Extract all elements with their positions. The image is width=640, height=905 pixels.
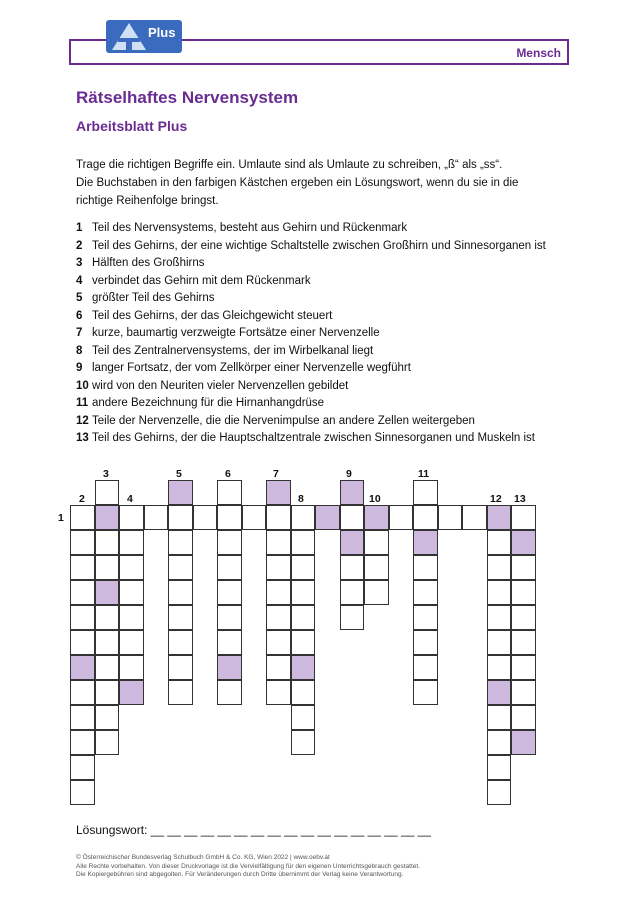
clue-number: 5 [76, 292, 83, 304]
solution-label: Lösungswort: [76, 823, 148, 837]
crossword-cell[interactable] [413, 580, 438, 605]
crossword-cell[interactable] [315, 505, 340, 530]
crossword-cell[interactable] [217, 530, 242, 555]
crossword-cell[interactable] [487, 755, 512, 780]
crossword-cell[interactable] [168, 655, 193, 680]
clue-number: 7 [76, 327, 83, 339]
crossword-cell[interactable] [487, 730, 512, 755]
clue-text: Teil des Zentralnervensystems, der im Wirbelkanal liegt [92, 344, 374, 357]
crossword-cell[interactable] [242, 505, 267, 530]
crossword-cell[interactable] [95, 530, 120, 555]
crossword-cell[interactable] [168, 580, 193, 605]
crossword-cell[interactable] [364, 530, 389, 555]
crossword-cell[interactable] [511, 505, 536, 530]
crossword-cell[interactable] [95, 680, 120, 705]
grid-number-2: 2 [79, 493, 85, 505]
crossword-cell[interactable] [266, 630, 291, 655]
clue-number: 13 [76, 432, 89, 444]
clue-text: Teil des Nervensystems, besteht aus Gehirn und Rückenmark [92, 222, 408, 234]
crossword-cell[interactable] [70, 730, 95, 755]
crossword-cell[interactable] [266, 580, 291, 605]
crossword-cell[interactable] [413, 655, 438, 680]
crossword-cell[interactable] [291, 705, 316, 730]
footer [76, 854, 420, 880]
crossword-cell[interactable] [413, 530, 438, 555]
crossword-cell[interactable] [266, 655, 291, 680]
crossword-cell[interactable] [364, 505, 389, 530]
crossword-cell[interactable] [291, 505, 316, 530]
crossword-cell[interactable] [364, 555, 389, 580]
crossword-cell[interactable] [95, 655, 120, 680]
instruction-line: Die Buchstaben in den farbigen Kästchen ergeben ein Lösungswort, wenn du sie in die [76, 177, 519, 189]
clue-number: 12 [76, 414, 89, 427]
crossword-cell[interactable] [511, 655, 536, 680]
crossword-cell[interactable] [413, 605, 438, 630]
grid-number-7: 7 [273, 468, 279, 480]
crossword-cell[interactable] [217, 605, 242, 630]
crossword-cell[interactable] [70, 630, 95, 655]
crossword-cell[interactable] [217, 680, 242, 705]
clue-text: verbindet das Gehirn mit dem Rückenmark [92, 274, 311, 287]
crossword-cell[interactable] [168, 605, 193, 630]
crossword-cell[interactable] [340, 530, 365, 555]
crossword-cell[interactable] [487, 580, 512, 605]
crossword-cell[interactable] [291, 630, 316, 655]
crossword-cell[interactable] [217, 480, 242, 505]
crossword-cell[interactable] [340, 580, 365, 605]
crossword-cell[interactable] [70, 655, 95, 680]
crossword-cell[interactable] [168, 555, 193, 580]
clue-number: 11 [76, 397, 89, 409]
crossword-cell[interactable] [119, 680, 144, 705]
crossword-cell[interactable] [95, 480, 120, 505]
crossword-cell[interactable] [511, 530, 536, 555]
solution-line [76, 823, 431, 837]
crossword-cell[interactable] [217, 505, 242, 530]
crossword-cell[interactable] [511, 555, 536, 580]
crossword-cell[interactable] [487, 705, 512, 730]
crossword-cell[interactable] [70, 530, 95, 555]
page-title: Rätselhaftes Nervensystem [76, 88, 299, 107]
crossword-cell[interactable] [119, 555, 144, 580]
crossword-cell[interactable] [95, 605, 120, 630]
crossword-cell[interactable] [487, 630, 512, 655]
grid-number-11: 11 [418, 468, 430, 480]
crossword-cell[interactable] [217, 580, 242, 605]
grid-number-6: 6 [225, 468, 231, 480]
solution-blanks[interactable]: __ __ __ __ __ __ __ __ __ __ __ __ __ __ __ __ __ [150, 823, 431, 837]
crossword-cell[interactable] [291, 680, 316, 705]
clue-text: Teile der Nervenzelle, die die Nervenimpulse an andere Zellen weitergeben [92, 414, 475, 427]
footer-line: Alle Rechte vorbehalten. Von dieser Druckvorlage ist die Vervielfältigung für den eigenen Unterrichtsgebrauch gestattet. [76, 862, 420, 870]
crossword-cell[interactable] [291, 655, 316, 680]
grid-number-1: 1 [58, 512, 64, 524]
crossword-cell[interactable] [389, 505, 414, 530]
footer-line: © Österreichischer Bundesverlag Schulbuch GmbH & Co. KG, Wien 2022 | www.oebv.at [76, 854, 330, 861]
clue-text: größter Teil des Gehirns [92, 292, 215, 304]
crossword-cell[interactable] [119, 630, 144, 655]
crossword-cell[interactable] [119, 605, 144, 630]
crossword-cell[interactable] [95, 505, 120, 530]
crossword-cell[interactable] [487, 530, 512, 555]
crossword-cell[interactable] [487, 655, 512, 680]
crossword-cell[interactable] [70, 705, 95, 730]
crossword-cell[interactable] [413, 680, 438, 705]
crossword-cell[interactable] [511, 580, 536, 605]
crossword-cell[interactable] [511, 730, 536, 755]
grid-number-12: 12 [490, 493, 502, 505]
grid-number-4: 4 [127, 493, 133, 505]
clue-text: andere Bezeichnung für die Hirnanhangdrüse [92, 397, 325, 409]
crossword-cell[interactable] [340, 480, 365, 505]
crossword-cell[interactable] [266, 480, 291, 505]
page-subtitle: Arbeitsblatt Plus [76, 118, 188, 134]
crossword-cell[interactable] [266, 555, 291, 580]
crossword-cell[interactable] [70, 605, 95, 630]
crossword-cell[interactable] [266, 505, 291, 530]
logo-text: Plus [148, 25, 176, 40]
crossword-cell[interactable] [168, 680, 193, 705]
clue-number: 3 [76, 257, 83, 269]
grid-number-13: 13 [514, 493, 526, 505]
crossword-cell[interactable] [462, 505, 487, 530]
crossword-cell[interactable] [217, 630, 242, 655]
crossword-cell[interactable] [487, 505, 512, 530]
crossword-cell[interactable] [487, 780, 512, 805]
crossword-cell[interactable] [70, 780, 95, 805]
crossword-cell[interactable] [511, 630, 536, 655]
clue-text: Teil des Gehirns, der die Hauptschaltzentrale zwischen Sinnesorganen und Muskeln ist [92, 432, 535, 444]
crossword-cell[interactable] [438, 505, 463, 530]
crossword-cell[interactable] [413, 630, 438, 655]
clue-text: Teil des Gehirns, der das Gleichgewicht steuert [92, 309, 333, 322]
crossword-cell[interactable] [95, 555, 120, 580]
clue-text: langer Fortsatz, der vom Zellkörper einer Nervenzelle wegführt [92, 362, 411, 374]
crossword-cell[interactable] [511, 680, 536, 705]
crossword-cell[interactable] [487, 605, 512, 630]
clue-number: 1 [76, 222, 83, 234]
crossword-cell[interactable] [487, 680, 512, 705]
instruction-line: richtige Reihenfolge bringst. [76, 195, 219, 207]
grid-number-10: 10 [369, 493, 381, 505]
crossword-cell[interactable] [217, 555, 242, 580]
crossword-cell[interactable] [364, 580, 389, 605]
clue-number: 8 [76, 344, 83, 357]
grid-number-8: 8 [298, 493, 304, 505]
footer-line: Die Kopiergebühren sind abgegolten. Für Veränderungen durch Dritte übernimmt der Verlag keine Verantwortung. [76, 871, 404, 878]
crossword-cell[interactable] [119, 655, 144, 680]
crossword-cell[interactable] [291, 730, 316, 755]
crossword-cell[interactable] [95, 630, 120, 655]
crossword-cell[interactable] [413, 505, 438, 530]
crossword-cell[interactable] [193, 505, 218, 530]
crossword-cell[interactable] [168, 630, 193, 655]
clue-number: 6 [76, 309, 83, 322]
crossword-cell[interactable] [511, 605, 536, 630]
crossword-cell[interactable] [70, 680, 95, 705]
crossword-cell[interactable] [168, 480, 193, 505]
crossword-cell[interactable] [291, 530, 316, 555]
clue-number: 10 [76, 379, 89, 392]
crossword-cell[interactable] [266, 530, 291, 555]
clue-text: wird von den Neuriten vieler Nervenzellen gebildet [92, 379, 349, 392]
crossword-cell[interactable] [487, 555, 512, 580]
grid-number-3: 3 [103, 468, 109, 480]
crossword-cell[interactable] [266, 680, 291, 705]
crossword-cell[interactable] [291, 580, 316, 605]
crossword-cell[interactable] [70, 555, 95, 580]
crossword-cell[interactable] [95, 730, 120, 755]
grid-number-9: 9 [346, 468, 352, 480]
crossword-cell[interactable] [168, 530, 193, 555]
clue-number: 9 [76, 362, 83, 374]
crossword-cell[interactable] [119, 530, 144, 555]
grid-number-5: 5 [176, 468, 182, 480]
crossword-cell[interactable] [144, 505, 169, 530]
crossword-cell[interactable] [119, 505, 144, 530]
crossword-cell[interactable] [340, 555, 365, 580]
crossword-cell[interactable] [95, 705, 120, 730]
crossword-cell[interactable] [340, 505, 365, 530]
clue-number: 4 [76, 274, 83, 287]
instruction-line: Trage die richtigen Begriffe ein. Umlaute sind als Umlaute zu schreiben, „ß“ als „ss“. [76, 159, 503, 171]
crossword-cell[interactable] [119, 580, 144, 605]
crossword-cell[interactable] [413, 555, 438, 580]
crossword-cell[interactable] [70, 505, 95, 530]
crossword-cell[interactable] [95, 580, 120, 605]
subject-label: Mensch [516, 46, 561, 60]
clue-text: Teil des Gehirns, der eine wichtige Schaltstelle zwischen Großhirn und Sinnesorganen ist [92, 239, 546, 252]
crossword-cell[interactable] [217, 655, 242, 680]
crossword-cell[interactable] [168, 505, 193, 530]
crossword-cell[interactable] [413, 480, 438, 505]
clue-number: 2 [76, 239, 83, 252]
clue-text: Hälften des Großhirns [92, 257, 205, 269]
crossword-cell[interactable] [70, 755, 95, 780]
clue-text: kurze, baumartig verzweigte Fortsätze einer Nervenzelle [92, 327, 380, 339]
crossword-cell[interactable] [291, 605, 316, 630]
crossword-cell[interactable] [70, 580, 95, 605]
crossword-cell[interactable] [266, 605, 291, 630]
crossword-cell[interactable] [291, 555, 316, 580]
crossword-cell[interactable] [340, 605, 365, 630]
crossword-cell[interactable] [511, 705, 536, 730]
